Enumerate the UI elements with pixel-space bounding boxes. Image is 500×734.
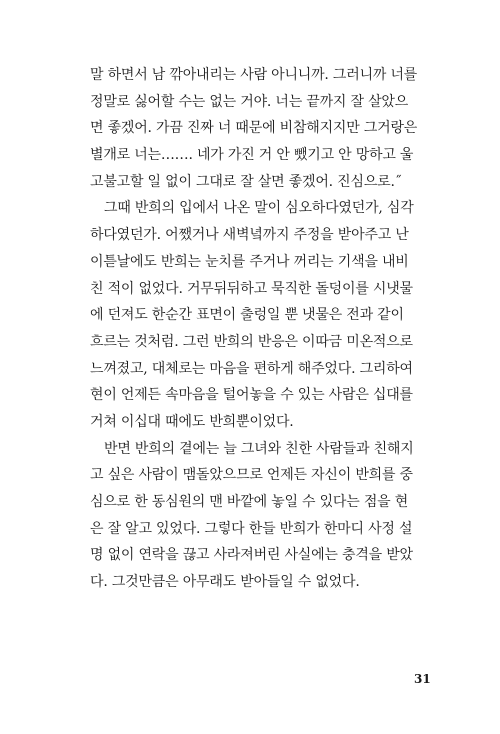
text-line: 명 없이 연락을 끊고 사라져버린 사실에는 충격을 받았 — [90, 547, 413, 564]
text-line: 에 던져도 한순간 표면이 출렁일 뿐 냇물은 전과 같이 — [90, 307, 404, 324]
page-number: 31 — [414, 672, 431, 686]
text-line: 그때 반희의 입에서 나온 말이 심오하다였던가, 심각 — [104, 200, 414, 217]
text-line: 친 적이 없었다. 거무뒤뒤하고 묵직한 돌덩이를 시냇물 — [90, 280, 413, 297]
text-line: 하다였던가. 어쨌거나 새벽녘까지 주정을 받아주고 난 — [90, 227, 409, 244]
body-text — [90, 62, 450, 596]
text-line: 이튿날에도 반희는 눈치를 주거나 꺼리는 기색을 내비 — [90, 253, 409, 270]
text-line: 말 하면서 남 깎아내리는 사람 아니니까. 그러니까 너를 — [90, 67, 418, 83]
text-line: 정말로 싫어할 수는 없는 거야. 너는 끝까지 잘 살았으 — [90, 93, 409, 110]
text-line: 고불고할 일 없이 그대로 잘 살면 좋겠어. 진심으로.˝ — [90, 173, 402, 190]
text-line: 고 싶은 사람이 맴돌았으므로 언제든 자신이 반희를 중 — [90, 467, 413, 484]
text-line: 다. 그것만큼은 아무래도 받아들일 수 없었다. — [90, 574, 360, 591]
text-line: 은 잘 알고 있었다. 그렇다 한들 반희가 한마디 사정 설 — [90, 520, 413, 537]
text-line: 거쳐 이십대 때에도 반희뿐이었다. — [90, 413, 294, 430]
text-line: 느껴졌고, 대체로는 마음을 편하게 해주었다. 그리하여 — [90, 360, 413, 377]
text-line: 면 좋겠어. 가끔 진짜 너 때문에 비참해지지만 그거랑은 — [90, 120, 418, 137]
text-line: 흐르는 것처럼. 그런 반희의 반응은 이따금 미온적으로 — [90, 333, 413, 350]
text-line: 현이 언제든 속마음을 털어놓을 수 있는 사람은 십대를 — [90, 387, 413, 404]
text-line: 별개로 너는……. 네가 가진 거 안 뺐기고 안 망하고 울 — [90, 147, 414, 164]
text-line: 반면 반희의 곁에는 늘 그녀와 친한 사람들과 친해지 — [104, 440, 414, 457]
text-line: 심으로 한 동심원의 맨 바깥에 놓일 수 있다는 점을 현 — [90, 494, 409, 510]
